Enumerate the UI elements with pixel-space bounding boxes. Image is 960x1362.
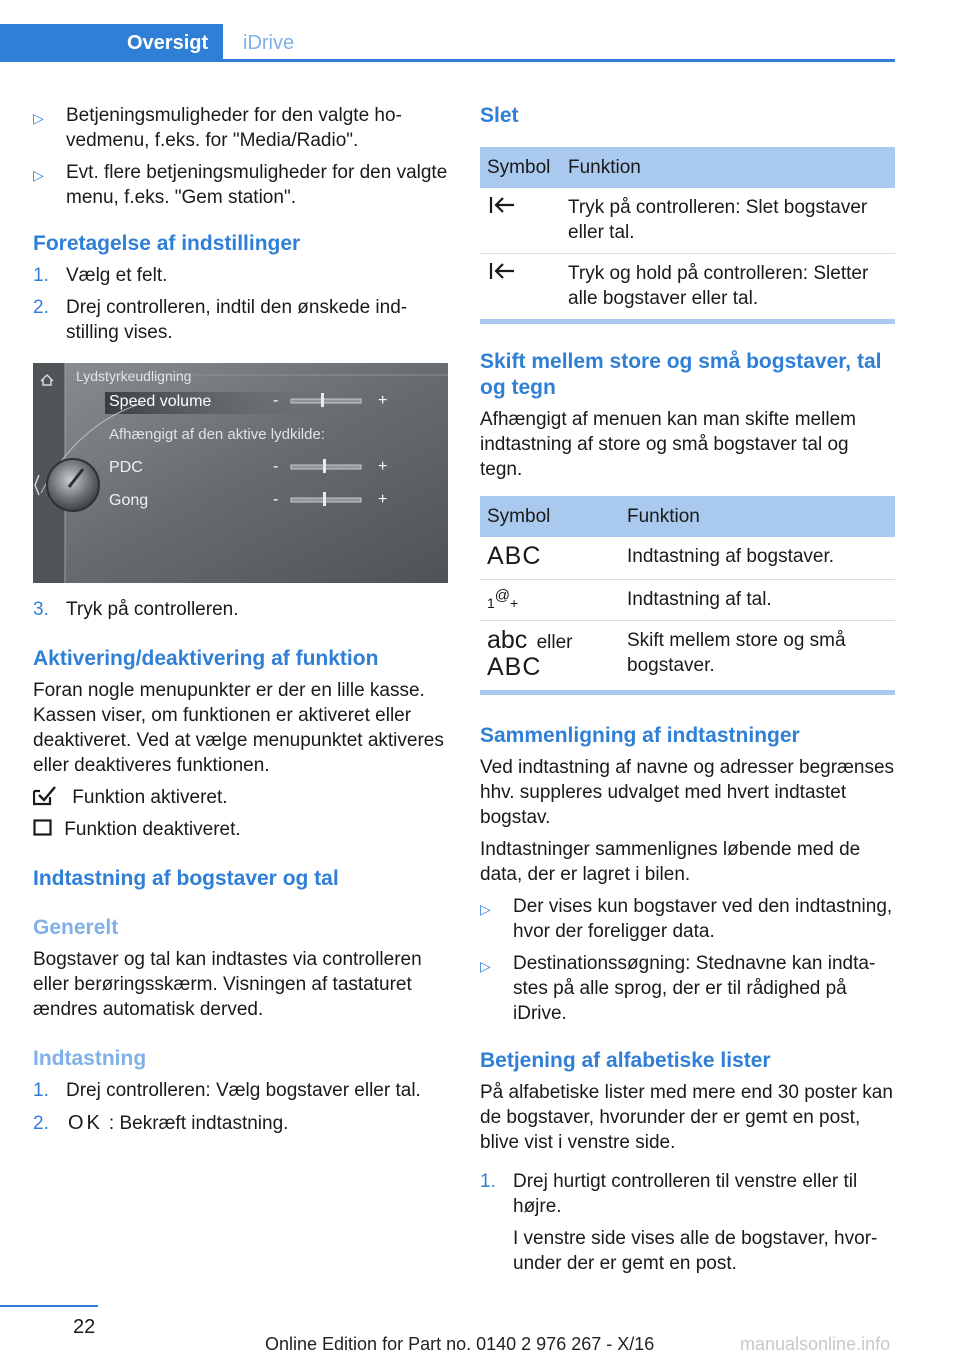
backspace-icon	[487, 261, 517, 281]
list-item: 1. Drej hurtigt controlleren til venstre eller til højre.	[480, 1171, 858, 1217]
list-item: 2. OK : Bekræft indtastning.	[33, 1112, 289, 1134]
gong-item[interactable]: Gong	[109, 492, 149, 509]
list-item: ▷ Evt. flere betjeningsmuligheder for den valgte menu, f.eks. "Gem station".	[33, 162, 448, 208]
page-number: 22	[73, 1316, 96, 1338]
header-tabs	[0, 24, 895, 62]
list-item: 3. Tryk på controlleren.	[33, 599, 239, 620]
idrive-screenshot: Lydstyrkeudligning Speed volume Afhængigt af den aktive lydkilde: PDC Gong - - - + + +	[33, 363, 448, 583]
section-title: Sammenligning af indtastninger	[480, 724, 800, 747]
right-column: Slet Symbol Funktion Tryk på controlleren: Slet bogstaver eller tal. Tryk og hold på controlleren: Sletter alle bogstaver eller tal. Skift mellem store og små bogstaver, tal og tegn Afhængigt af menuen kan man skifte mellem indtastning af store og små bogstaver tal og tegn. Symbol Funktion ABC Indtastning af bogstaver. 1@+ Indtastning af tal. abc eller ABC Skift mellem store og små bogstaver. Sammenligning af indtastninger Ved indtastning af navne og adresser begrænses hhv. suppleres udvalget med hvert indtastet bogstav. Indtastninger sammenlignes løbende med de data, der er lagret i bilen. ▷ Der vises kun bogstaver ved den indtastning, hvor der foreligger data. ▷ Destinationssøgning: Stednavne kan indtastes på alle sprog, der er til rådighed på iDrive. Betjening af alfabetiske lister På alfabetiske lister med mere end 30 poster kan de bogstaver, hvorunder der er gemt en post, blive vist i venstre side. 1. Drej hurtigt controlleren til venstre eller til højre. I venstre side vises alle de bogstaver, hvorunder der er gemt en post.	[480, 104, 895, 1274]
pdc-item[interactable]: PDC	[109, 459, 143, 476]
abc-lower-icon: abc	[487, 626, 528, 654]
left-column: ▷ Betjeningsmuligheder for den valgte hovedmenu, f.eks. for "Media/Radio". ▷ Evt. flere betjeningsmuligheder for den valgte menu, f.eks. "Gem station". Foretagelse af indstillinger 1. Vælg et felt. 2. Drej controlleren, indtil den ønskede indstilling vises. Lydstyrkeudligning Speed volume Afhængigt af den aktive lydkilde: PDC Gong - - - + + + 3. Tryk på controlleren. Aktivering/deaktivering af funktion Foran nogle menupunkter er der en lille kasse. Kassen viser, om funktionen er aktiveret eller deaktiveret. Ved at vælge menupunktet aktiveres eller deaktiveres funktionen. Funktion aktiveret. Funktion deaktiveret. Indtastning af bogstaver og tal Generelt Bogstaver og tal kan indtastes via controlleren eller berøringsskærm. Visningen af tastaturet ændres automatisk derved. Indtastning 1. Drej controlleren: Vælg bogstaver eller tal. 2. OK : Bekræft indtastning.	[33, 105, 448, 1134]
triangle-bullet-icon: ▷	[480, 901, 491, 917]
checkbox-checked-icon	[33, 786, 59, 806]
case-table: Symbol Funktion ABC Indtastning af bogstaver. 1@+ Indtastning af tal. abc eller ABC Skift mellem store og små bogstaver.	[480, 496, 895, 690]
speed-volume-item[interactable]: Speed volume	[109, 393, 212, 410]
table-row: abc eller ABC Skift mellem store og små bogstaver.	[487, 626, 846, 681]
table-row: Tryk på controlleren: Slet bogstaver eller tal.	[480, 188, 895, 254]
section-title: Indtastning af bogstaver og tal	[33, 867, 339, 890]
controller-knob-icon	[47, 459, 99, 511]
backspace-icon	[487, 195, 517, 215]
section-title: Aktivering/deaktivering af funktion	[33, 647, 379, 670]
checkbox-empty-icon	[33, 819, 53, 837]
list-item: ▷ Der vises kun bogstaver ved den indtastning, hvor der foreligger data.	[480, 896, 893, 942]
section-title: Skift mellem store og små bogstaver, tal og tegn	[480, 350, 882, 399]
abc-upper-icon: ABC	[487, 542, 542, 570]
triangle-bullet-icon: ▷	[33, 110, 44, 126]
table-end-rule	[480, 319, 895, 324]
subsection-title: Indtastning	[33, 1047, 147, 1070]
tab-idrive[interactable]: iDrive	[243, 32, 295, 54]
watermark: manualsonline.info	[740, 1334, 891, 1354]
section-title: Slet	[480, 104, 519, 127]
tab-oversigt[interactable]: Oversigt	[0, 24, 223, 62]
triangle-bullet-icon: ▷	[480, 958, 491, 974]
table-end-rule	[480, 690, 895, 695]
section-title: Betjening af alfabetiske lister	[480, 1049, 771, 1072]
table-row: 1@+ Indtastning af tal.	[480, 580, 895, 621]
ok-symbol-icon: OK	[68, 1112, 103, 1134]
abc-upper-icon: ABC	[487, 653, 542, 681]
list-item: ▷ Destinationssøgning: Stednavne kan indtastes på alle sprog, der er til rådighed på iDrive.	[480, 953, 876, 1024]
numbers-symbols-icon: 1@+	[480, 580, 620, 621]
edition-text: Online Edition for Part no. 0140 2 976 267 - X/16	[265, 1334, 655, 1354]
subsection-title: Generelt	[33, 916, 119, 939]
section-title: Foretagelse af indstillinger	[33, 232, 301, 255]
list-item: 1. Vælg et felt.	[33, 265, 168, 286]
list-item: ▷ Betjeningsmuligheder for den valgte hovedmenu, f.eks. for "Media/Radio".	[33, 105, 402, 151]
delete-table: Symbol Funktion Tryk på controlleren: Slet bogstaver eller tal. Tryk og hold på controlleren: Sletter alle bogstaver eller tal.	[480, 147, 895, 319]
triangle-bullet-icon: ▷	[33, 167, 44, 183]
list-item: 1. Drej controlleren: Vælg bogstaver eller tal.	[33, 1080, 421, 1101]
list-item: 2. Drej controlleren, indtil den ønskede indstilling vises.	[33, 297, 408, 343]
table-row: Tryk og hold på controlleren: Sletter alle bogstaver eller tal.	[480, 254, 895, 320]
header-rule	[0, 59, 895, 62]
table-row: ABC Indtastning af bogstaver.	[480, 537, 895, 580]
footer-rule	[0, 1305, 98, 1307]
